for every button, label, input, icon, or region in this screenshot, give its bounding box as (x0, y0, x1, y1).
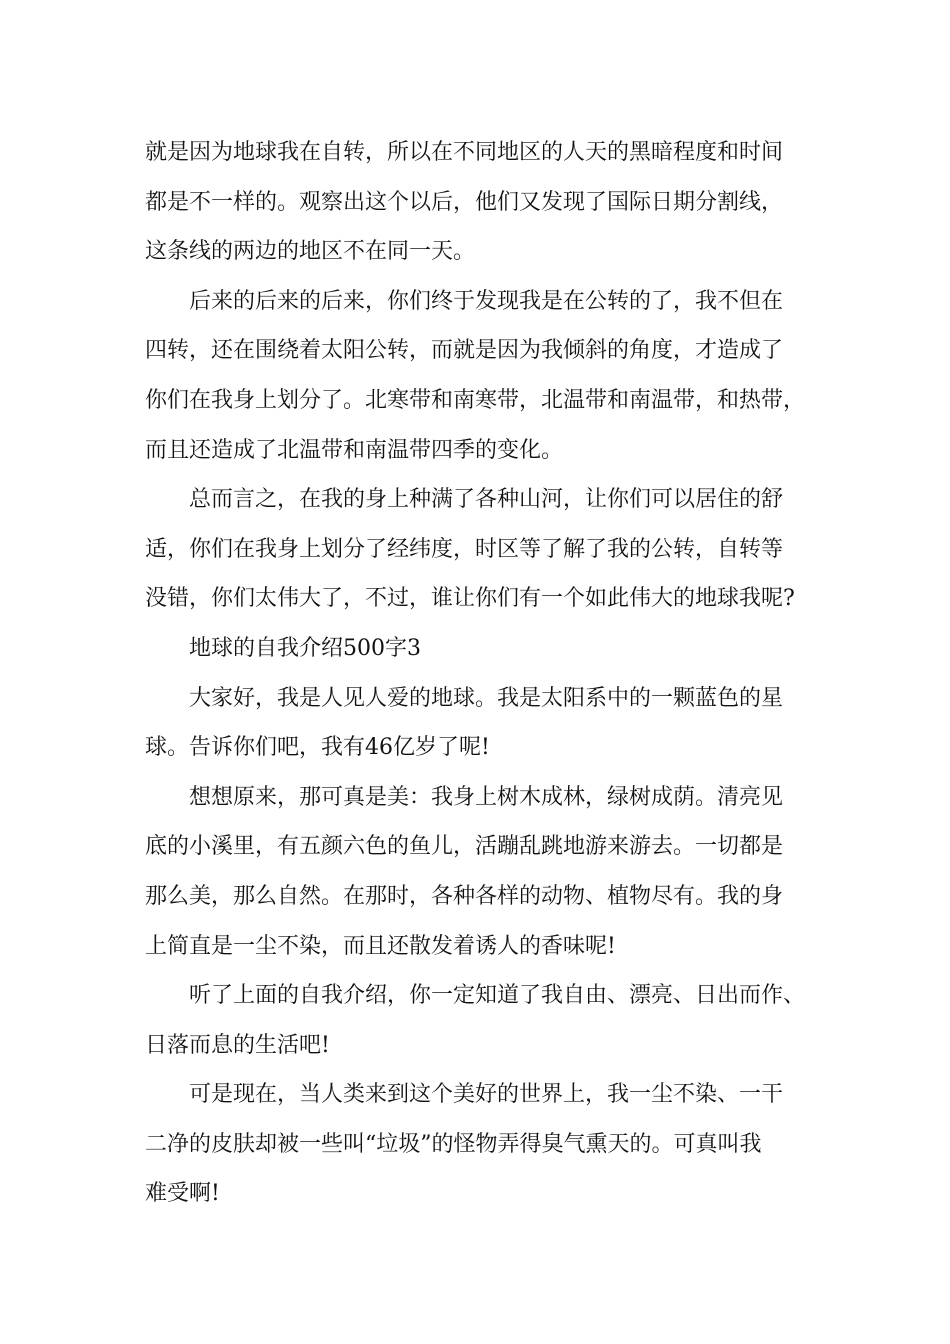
text-line: 而且还造成了北温带和南温带四季的变化。 (145, 437, 564, 463)
text-line: 总而言之，在我的身上种满了各种山河，让你们可以居住的舒 (189, 487, 784, 513)
text-line: 这条线的两边的地区不在同一天。 (145, 239, 476, 265)
body-text (145, 128, 835, 1219)
text-line: 上简直是一尘不染，而且还散发着诱人的香味呢! (145, 933, 616, 959)
text-line: 都是不一样的。观察出这个以后，他们又发现了国际日期分割线， (145, 189, 784, 215)
text-line: 后来的后来的后来，你们终于发现我是在公转的了，我不但在 (189, 288, 784, 314)
text-line: 没错，你们太伟大了，不过，谁让你们有一个如此伟大的地球我呢? (145, 586, 795, 612)
text-line: 大家好，我是人见人爱的地球。我是太阳系中的一颗蓝色的星 (189, 685, 784, 711)
text-line: 难受啊! (145, 1181, 220, 1207)
text-line: 那么美，那么自然。在那时，各种各样的动物、植物尽有。我的身 (145, 883, 784, 909)
text-line: 底的小溪里，有五颜六色的鱼儿，活蹦乱跳地游来游去。一切都是 (145, 834, 784, 860)
text-line: 日落而息的生活吧! (145, 1032, 330, 1058)
text-line: 就是因为地球我在自转，所以在不同地区的人天的黑暗程度和时间 (145, 140, 784, 165)
text-line: 四转，还在围绕着太阳公转，而就是因为我倾斜的角度，才造成了 (145, 338, 784, 364)
text-line: 听了上面的自我介绍，你一定知道了我自由、漂亮、日出而作、 (189, 983, 806, 1009)
section-heading: 地球的自我介绍500字3 (189, 635, 421, 661)
text-line: 适，你们在我身上划分了经纬度，时区等了解了我的公转，自转等 (145, 536, 784, 562)
text-line: 球。告诉你们吧，我有46亿岁了呢! (145, 735, 490, 761)
text-line: 想想原来，那可真是美：我身上树木成林，绿树成荫。清亮见 (189, 784, 784, 810)
text-line: 二净的皮肤却被一些叫“垃圾”的怪物弄得臭气熏天的。可真叫我 (145, 1131, 762, 1157)
text-line: 可是现在，当人类来到这个美好的世界上，我一尘不染、一干 (189, 1082, 784, 1108)
text-line: 你们在我身上划分了。北寒带和南寒带，北温带和南温带，和热带， (145, 387, 806, 413)
